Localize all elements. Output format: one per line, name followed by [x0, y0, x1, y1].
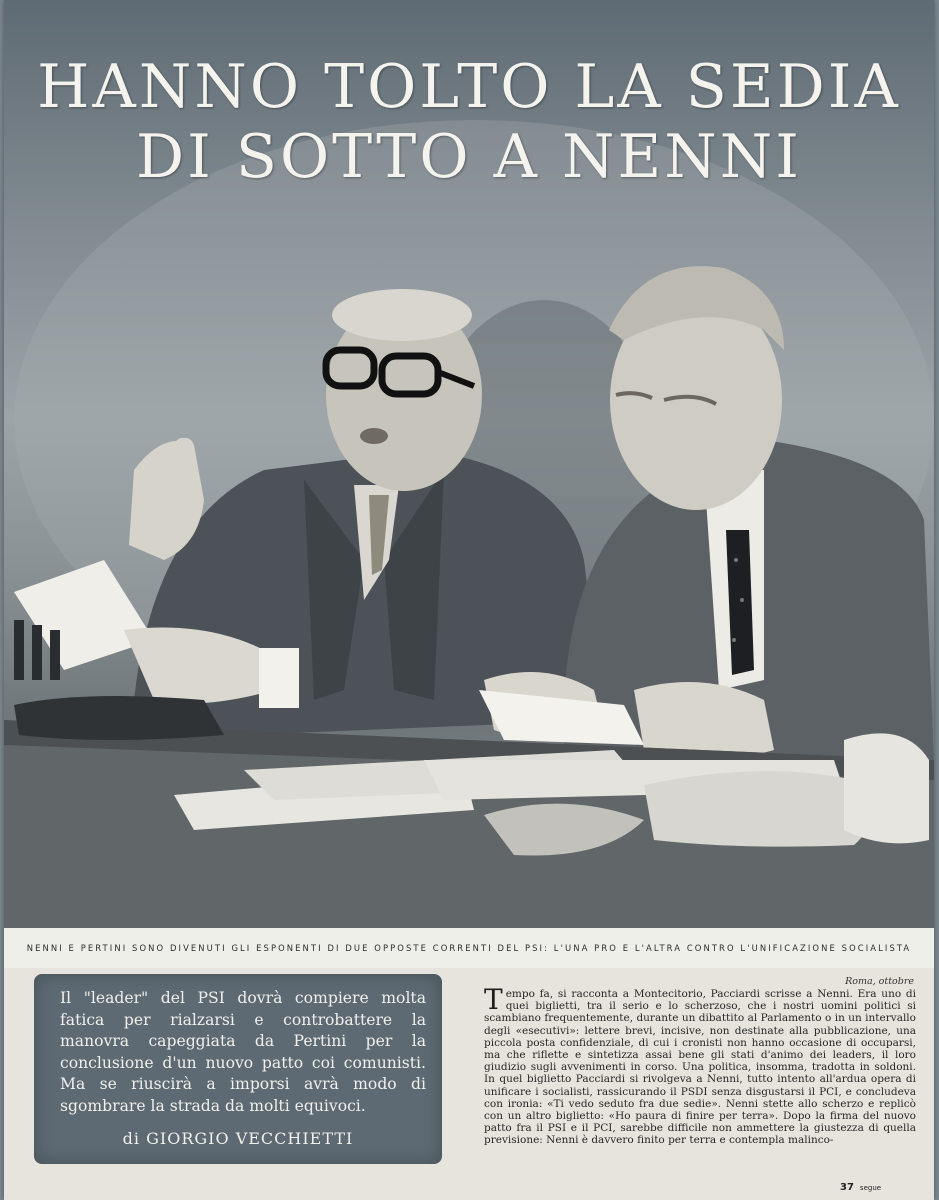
article-body-text: empo fa, si racconta a Montecitorio, Pacciardi scrisse a Nenni. Era uno di quei biglietti, tra il serio e lo scherzoso, che i nostri uomini politici si scambiano frequentemente, durante un dibattito al Parlamento o in un intervallo degli «esecutivi»: lettere brevi, incisive, non destinate alla pubblicazione, una piccola posta confidenziale, di cui i cronisti non hanno occasione di occuparsi, ma che riflette e sintetizza assai bene gli stati d'animo dei leaders, il loro giudizio sugli avvenimenti in corso. Una politica, insomma, tradotta in soldoni. In quel biglietto Pacciardi si rivolgeva a Nenni, tutto intento all'ardua opera di unificare i socialisti, rassicurando il PSDI senza disgustarsi il PCI, e concludeva con ironia: «Ti vedo seduto fra due sedie». Nenni stette allo scherzo e replicò con un altro biglietto: «Ho paura di finire per terra». Dopo la firma del nuovo patto fra il PSI e il PCI, sarebbe difficile non ammettere la giustezza di quella previsione: Nenni è davvero finito per terra e contempla malinco-: [484, 988, 916, 1147]
magazine-page: [4, 0, 934, 1200]
article-section: [4, 968, 934, 1200]
headline-line-2: DI SOTTO A NENNI: [136, 122, 802, 192]
headline-line-1: HANNO TOLTO LA SEDIA: [37, 52, 901, 122]
page-number: 37: [840, 1182, 854, 1193]
deck-box: [34, 974, 442, 1164]
photo-caption: NENNI E PERTINI SONO DIVENUTI GLI ESPONENTI DI DUE OPPOSTE CORRENTI DEL PSI: L'UNA PRO E L'ALTRA CONTRO L'UNIFICAZIONE SOCIALISTA: [4, 928, 934, 968]
article-body: [484, 988, 916, 1174]
byline: di GIORGIO VECCHIETTI: [122, 1129, 354, 1148]
page-footer: [840, 1182, 881, 1193]
dateline: Roma, ottobre: [845, 976, 914, 987]
folder: [14, 696, 224, 740]
deck-text: Il "leader" del PSI dovrà compiere molta fatica per rialzarsi e controbattere la manovra capeggiata da Pertini per la conclusione d'un nuovo patto coi comunisti. Ma se riuscirà a imporsi avrà modo di sgombrare la strada da molti equivoci.: [60, 989, 426, 1115]
headline: [4, 52, 934, 192]
news-photograph: [4, 0, 934, 928]
drop-cap: T: [484, 988, 503, 1016]
continuation-label: segue: [859, 1184, 882, 1192]
